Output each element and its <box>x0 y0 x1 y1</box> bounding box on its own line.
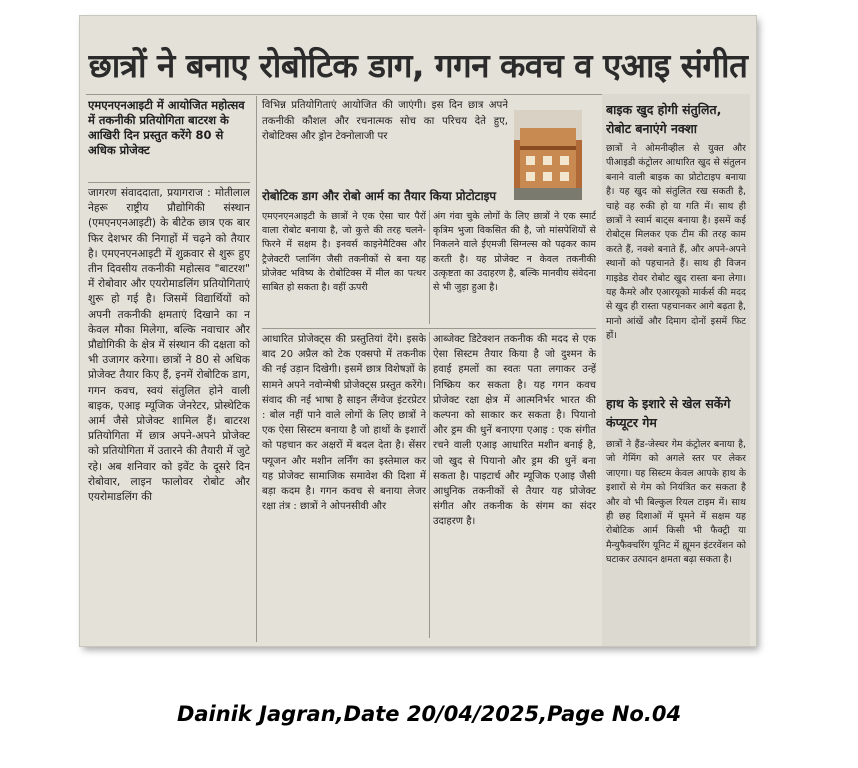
source-caption: Dainik Jagran,Date 20/04/2025,Page No.04 <box>176 702 682 726</box>
column-divider-1 <box>256 96 257 642</box>
column-divider-2b <box>429 332 430 638</box>
mid-divider <box>262 328 596 329</box>
sidebar-text-gesture: छात्रों ने हैंड-जेस्चर गेम कंट्रोलर बनाया है, जो गेमिंग को अगले स्तर पर लेकर जाएगा। यह सिस्टम केवल आपके हाथ के इशारों से गेम को नियंत्रित कर सकता है और वो भी बिल्कुल रियल टाइम में। साथ ही छह दिशाओं में घूमने में सक्षम यह रोबोटिक आर्म किसी भी फैक्ट्री या मैन्युफैक्चरिंग यूनिट में ह्यूमन इंटरवेंशन को घटाकर उत्पादन क्षमता बढ़ा सकता है। <box>606 439 746 566</box>
column-2-top-text: विभिन्न प्रतियोगिताएं आयोजित की जाएंगी। इस दिन छात्र अपने तकनीकी कौशल और रचनात्मक सोच का परिचय देते हुए, रोबोटिक्स और ड्रोन टेक्नोलाजी पर <box>262 100 508 142</box>
newspaper-clipping <box>80 16 756 646</box>
column-2-bottom-text: आधारित प्रोजेक्ट्स की प्रस्तुतियां देंगे। इसके बाद 20 अप्रैल को टेक एक्सपो में तकनीक की नई उड़ान दिखेगी। इसमें छात्र विशेषज्ञों के सामने अपने नवोन्मेषी प्रोजेक्ट्स प्रस्तुत करेंगे। संवाद की नई भाषा है साइन लैंग्वेज इंटरप्रेटर : बोल नहीं पाने वाले लोगों के लिए छात्रों ने एक ऐसा सिस्टम बनाया है जो हाथों के इशारों को पहचान कर अक्षरों में बदल देता है। सेंसर फ्यूजन और मशीन लर्निंग का इस्तेमाल कर यह प्रोजेक्ट सामाजिक समावेश की दिशा में बड़ा कदम है। गगन कवच से बनाया लेजर रक्षा तंत्र : छात्रों ने ओपनसीवी और <box>262 334 426 513</box>
article-intro: एमएनएनआइटी में आयोजित महोत्सव में तकनीकी प्रतियोगिता बाटरश के आखिरी दिन प्रस्तुत करेंगे 80 से अधिक प्रोजेक्ट <box>88 98 245 157</box>
column-divider-2a <box>429 210 430 324</box>
column-3-mid-text: अंग गंवा चुके लोगों के लिए छात्रों ने एक स्मार्ट कृत्रिम भुजा विकसित की है, जो मांसपेशियों से निकलने वाले ईएमजी सिग्नल्स को पढ़कर काम करती है। यह प्रोजेक्ट न केवल तकनीकी उत्कृष्टता का उदाहरण है, बल्कि मानवीय संवेदना से भी जुड़ा हुआ है। <box>433 211 596 294</box>
article-headline: छात्रों ने बनाए रोबोटिक डाग, गगन कवच व एआइ संगीत <box>88 46 748 85</box>
sidebar-heading-gesture: हाथ के इशारे से खेल सकेंगे कंप्यूटर गेम <box>606 396 731 430</box>
sidebar-heading-bike: बाइक खुद होगी संतुलित, रोबोट बनाएंगे नक्शा <box>606 102 722 136</box>
robotic-dog-subheading: रोबोटिक डाग और रोबो आर्म का तैयार किया प्रोटोटाइप <box>262 189 497 203</box>
column-2-mid-text: एमएनएनआइटी के छात्रों ने एक ऐसा चार पैरों वाला रोबोट बनाया है, जो कुत्ते की तरह चलने-फिरने में सक्षम है। इनवर्स काइनेमैटिक्स और ट्रैजेक्टरी प्लानिंग जैसी तकनीकों से बना यह प्रोजेक्ट भविष्य के रोबोटिक्स में मील का पत्थर साबित हो सकता है। वहीं ऊपरी <box>262 211 426 294</box>
sidebar-text-bike: छात्रों ने ओमनीव्हील से युक्त और पीआइडी कंट्रोलर आधारित खुद से संतुलन बनाने वाली बाइक का प्रोटोटाइप बनाया है। यह खुद को संतुलित रख सकती है, चाहे वह रुकी हो या गति में। साथ ही छात्रों ने स्वार्म बाट्स बनाया है। इसमें कई रोबोट्स मिलकर एक टीम की तरह काम करते हैं, नक्शे बनाते हैं, और अपने-अपने स्थानों को पहचानते हैं। साथ ही विजन गाइडेड रोवर रोबोट खुद रास्ता बना लेगा। यह कैमरे और एआरयूको मार्कर्स की मदद से खुद ही रास्ता पहचानकर आगे बढ़ता है, मानो आंखें और दिमाग दोनों इसमें फिट हों। <box>606 143 746 342</box>
column-3-bottom-text: आब्जेक्ट डिटेक्शन तकनीक की मदद से एक ऐसा सिस्टम तैयार किया है जो दुश्मन के हवाई हमलों का स्वतः पता लगाकर उन्हें निष्क्रिय कर सकता है। यह गगन कवच प्रोजेक्ट रक्षा क्षेत्र में आत्मनिर्भर भारत की कल्पना को साकार कर सकता है। पियानो और ड्रम की धुनें बनाएगा एआइ : एक संगीत रचने वाली एआइ आधारित मशीन बनाई है, जो खुद से पियानो और ड्रम की धुनें बना सकता है। पाइटार्च और म्यूजिक एआइ जैसी आधुनिक तकनीकों से तैयार यह प्रोजेक्ट संगीत और तकनीक के संगम का संदर उदाहरण है। <box>433 334 596 528</box>
intro-divider <box>88 182 250 183</box>
column-1-text: जागरण संवाददाता, प्रयागराज : मोतीलाल नेहरू राष्ट्रीय प्रौद्योगिकी संस्थान (एमएनएनआइटी) के बीटेक छात्र एक बार फिर देशभर की निगाहों में चढ़ने को तैयार है। एमएनएनआइटी में शुक्रवार से शुरू हुए तीन दिवसीय तकनीकी महोत्सव "बाटरश" में रोबोवार और एयरोमाडलिंग प्रतियोगिताएं शुरू हो गई है। जिसमें विद्यार्थियों को अपनी तकनीकी क्षमताएं दिखाने का न केवल मौका मिलेगा, बल्कि नवाचार और प्रौद्योगिकी के क्षेत्र में संस्थान की दक्षता को भी उजागर करेगा। छात्रों ने 80 से अधिक प्रोजेक्ट तैयार किए हैं, इनमें रोबोटिक डाग, गगन कवच, स्वयं संतुलित होने वाली बाइक, एआइ म्यूजिक जेनरेटर, प्रोस्थेटिक आर्म जैसे प्रोजेक्ट शामिल हैं। बाटरश प्रतियोगिता में छात्र अपने-अपने प्रोजेक्ट को प्रतियोगिता में उतारने की तैयारी में जुटे रहे। अब शनिवार को इवेंट के दूसरे दिन रोबोवार, लाइन फालोवर रोबोट और एयरोमाडलिंग की <box>88 187 250 504</box>
